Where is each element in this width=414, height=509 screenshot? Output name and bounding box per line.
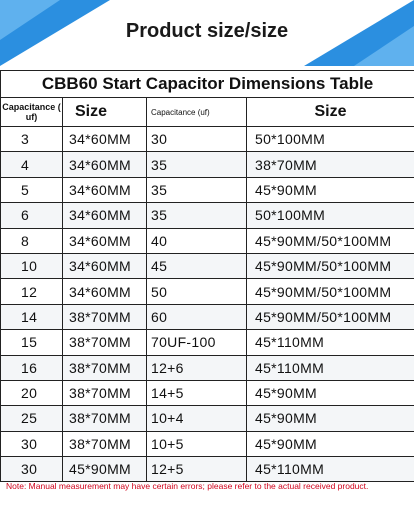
cell-size-2: 45*90MM xyxy=(247,177,414,202)
cell-size-1: 34*60MM xyxy=(63,177,147,202)
cell-capacitance-2: 45 xyxy=(147,253,247,278)
table-row xyxy=(1,330,414,355)
table-row xyxy=(1,457,414,482)
dimensions-table-container xyxy=(0,70,414,482)
cell-size-2: 38*70MM xyxy=(247,152,414,177)
cell-size-2: 45*90MM/50*100MM xyxy=(247,228,414,253)
cell-capacitance-2: 35 xyxy=(147,177,247,202)
cell-capacitance-2: 12+5 xyxy=(147,457,247,482)
cell-size-2: 45*90MM/50*100MM xyxy=(247,253,414,278)
cell-capacitance-1: 25 xyxy=(1,406,63,431)
cell-size-2: 45*110MM xyxy=(247,355,414,380)
cell-size-1: 38*70MM xyxy=(63,330,147,355)
table-row xyxy=(1,431,414,456)
cell-capacitance-1: 30 xyxy=(1,457,63,482)
dimensions-table xyxy=(0,70,414,482)
table-row xyxy=(1,152,414,177)
header-banner xyxy=(0,0,414,66)
cell-capacitance-1: 16 xyxy=(1,355,63,380)
cell-capacitance-1: 15 xyxy=(1,330,63,355)
cell-size-2: 45*90MM/50*100MM xyxy=(247,279,414,304)
cell-capacitance-2: 40 xyxy=(147,228,247,253)
header-capacitance-2: Capacitance (uf) xyxy=(147,98,247,127)
cell-capacitance-2: 10+4 xyxy=(147,406,247,431)
header-capacitance-1: Capacitance ( uf) xyxy=(1,98,63,127)
cell-size-2: 45*90MM xyxy=(247,380,414,405)
cell-size-1: 34*60MM xyxy=(63,228,147,253)
table-row xyxy=(1,406,414,431)
cell-size-1: 34*60MM xyxy=(63,279,147,304)
table-row xyxy=(1,253,414,278)
table-row xyxy=(1,228,414,253)
cell-capacitance-2: 14+5 xyxy=(147,380,247,405)
header-size-2: Size xyxy=(247,98,414,127)
cell-size-2: 50*100MM xyxy=(247,127,414,152)
cell-size-2: 45*90MM xyxy=(247,406,414,431)
cell-size-1: 34*60MM xyxy=(63,253,147,278)
cell-capacitance-1: 6 xyxy=(1,203,63,228)
page-title: Product size/size xyxy=(125,20,289,42)
table-row xyxy=(1,304,414,329)
cell-capacitance-1: 3 xyxy=(1,127,63,152)
cell-size-1: 34*60MM xyxy=(63,152,147,177)
cell-size-1: 45*90MM xyxy=(63,457,147,482)
cell-capacitance-1: 10 xyxy=(1,253,63,278)
cell-size-1: 38*70MM xyxy=(63,431,147,456)
table-row xyxy=(1,355,414,380)
cell-capacitance-2: 60 xyxy=(147,304,247,329)
table-row xyxy=(1,127,414,152)
cell-capacitance-2: 10+5 xyxy=(147,431,247,456)
cell-size-1: 38*70MM xyxy=(63,355,147,380)
cell-capacitance-2: 12+6 xyxy=(147,355,247,380)
cell-size-2: 45*110MM xyxy=(247,457,414,482)
table-row xyxy=(1,203,414,228)
table-row xyxy=(1,380,414,405)
cell-size-2: 45*90MM/50*100MM xyxy=(247,304,414,329)
cell-capacitance-1: 4 xyxy=(1,152,63,177)
cell-size-1: 38*70MM xyxy=(63,380,147,405)
cell-capacitance-1: 20 xyxy=(1,380,63,405)
disclaimer-note: Note: Manual measurement may have certain errors; please refer to the actual received product. xyxy=(6,481,369,491)
cell-capacitance-1: 8 xyxy=(1,228,63,253)
header-size-1: Size xyxy=(63,98,147,127)
cell-size-2: 50*100MM xyxy=(247,203,414,228)
cell-capacitance-1: 14 xyxy=(1,304,63,329)
table-header-row xyxy=(1,98,414,127)
table-row xyxy=(1,177,414,202)
cell-capacitance-1: 5 xyxy=(1,177,63,202)
cell-capacitance-1: 30 xyxy=(1,431,63,456)
table-row xyxy=(1,279,414,304)
cell-size-1: 34*60MM xyxy=(63,203,147,228)
cell-size-1: 38*70MM xyxy=(63,406,147,431)
table-body xyxy=(1,127,414,482)
cell-capacitance-2: 35 xyxy=(147,152,247,177)
cell-capacitance-2: 35 xyxy=(147,203,247,228)
cell-capacitance-2: 30 xyxy=(147,127,247,152)
cell-size-1: 38*70MM xyxy=(63,304,147,329)
cell-capacitance-2: 70UF-100 xyxy=(147,330,247,355)
cell-size-2: 45*90MM xyxy=(247,431,414,456)
cell-size-1: 34*60MM xyxy=(63,127,147,152)
table-caption: CBB60 Start Capacitor Dimensions Table xyxy=(1,71,414,98)
cell-size-2: 45*110MM xyxy=(247,330,414,355)
cell-capacitance-1: 12 xyxy=(1,279,63,304)
cell-capacitance-2: 50 xyxy=(147,279,247,304)
